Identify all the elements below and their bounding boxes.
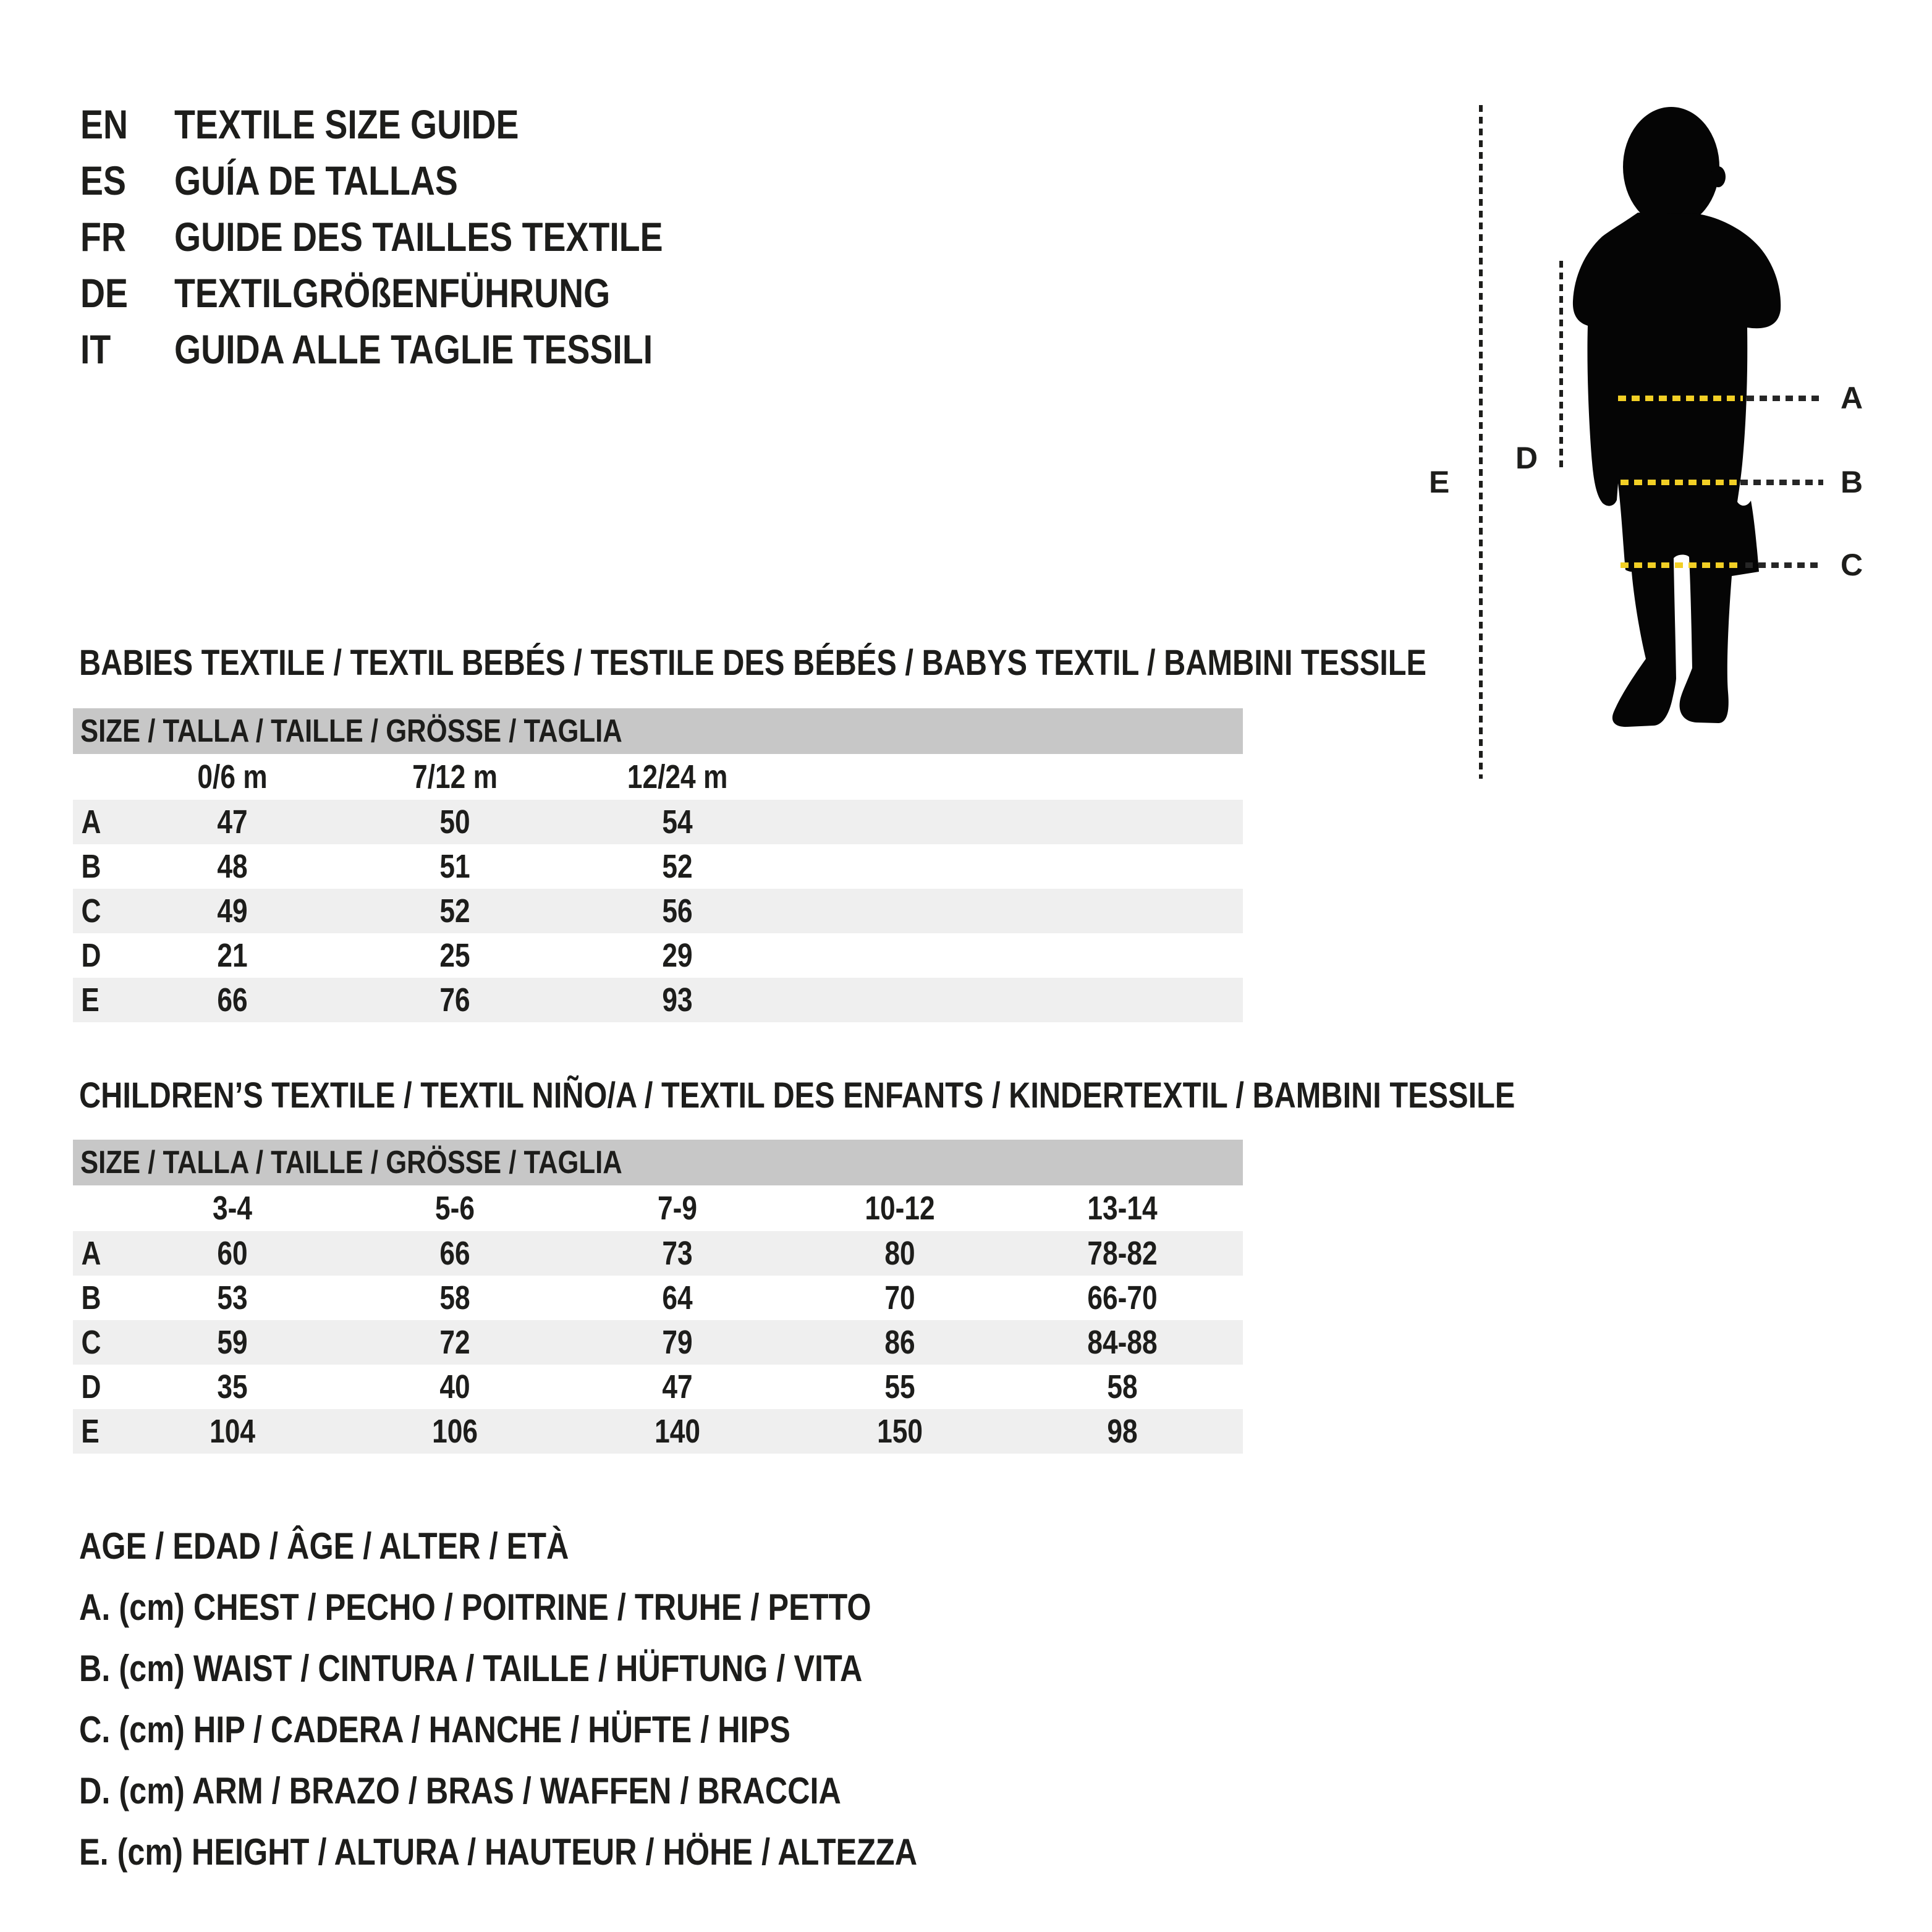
row-label — [73, 847, 121, 886]
table-cell-text: 98 — [1107, 1413, 1138, 1450]
babies-section-title — [79, 645, 1683, 681]
legend-row — [79, 1515, 1077, 1577]
table-cell — [121, 1234, 344, 1273]
table-cell — [789, 1368, 1011, 1406]
table-cell-text: 66 — [217, 981, 248, 1019]
table-cell-text: 49 — [217, 892, 248, 930]
language-title-text: GUÍA DE TALLAS — [174, 157, 458, 203]
table-cell-text: 35 — [217, 1368, 248, 1405]
column-header-text: 13-14 — [1087, 1190, 1158, 1227]
babies-section-title-text: BABIES TEXTILE / TEXTIL BEBÉS / TESTILE DES BÉBÉS / BABYS TEXTIL / BAMBINI TESSILE — [79, 643, 1427, 683]
language-code — [80, 101, 174, 148]
row-label-text: D — [81, 937, 101, 974]
column-header-text: 7/12 m — [412, 758, 498, 795]
column-header-text: 10-12 — [865, 1190, 935, 1227]
column-header-text: 3-4 — [212, 1190, 252, 1227]
table-cell-text: 70 — [884, 1279, 915, 1316]
language-row — [80, 321, 756, 377]
row-label-text: C — [81, 1324, 101, 1361]
children-column-header-row — [73, 1185, 1243, 1231]
table-cell — [344, 936, 566, 975]
table-cell-text: 64 — [662, 1279, 693, 1316]
waist-measure-leader-B — [1740, 480, 1823, 485]
legend-row — [79, 1699, 1077, 1760]
table-cell — [121, 892, 344, 930]
table-cell — [566, 1279, 789, 1317]
legend-row-text: C. (cm) HIP / CADERA / HANCHE / HÜFTE / HIPS — [79, 1709, 790, 1750]
table-cell-text: 60 — [217, 1235, 248, 1272]
table-cell — [121, 803, 344, 841]
table-cell-text: 50 — [439, 803, 470, 841]
table-cell — [566, 892, 789, 930]
table-cell — [566, 1323, 789, 1362]
language-title — [174, 101, 585, 148]
children-section-title-text: CHILDREN’S TEXTILE / TEXTIL NIÑO/A / TEXTIL DES ENFANTS / KINDERTEXTIL / BAMBINI TESSILE — [79, 1075, 1515, 1116]
table-cell-text: 79 — [662, 1324, 693, 1361]
table-cell-text: 72 — [439, 1324, 470, 1361]
language-title — [174, 269, 693, 316]
language-header — [80, 96, 756, 377]
table-cell-text: 47 — [662, 1368, 693, 1405]
table-cell — [344, 803, 566, 841]
arm-measure-line-D — [1559, 261, 1563, 472]
table-cell-text: 58 — [439, 1279, 470, 1316]
legend-row — [79, 1821, 1077, 1883]
language-title-text: TEXTILE SIZE GUIDE — [174, 101, 519, 147]
row-label — [73, 936, 121, 975]
measure-label-D: D — [1515, 441, 1538, 475]
table-cell-text: 56 — [662, 892, 693, 930]
table-cell — [344, 1234, 566, 1273]
language-code-text: FR — [80, 213, 126, 260]
table-cell-text: 47 — [217, 803, 248, 841]
table-row — [73, 1320, 1243, 1365]
children-size-table — [73, 1140, 1243, 1454]
table-cell — [566, 803, 789, 841]
language-row — [80, 152, 756, 208]
babies-size-table — [73, 708, 1243, 1022]
column-header-text: 0/6 m — [197, 758, 268, 795]
table-cell-text: 86 — [884, 1324, 915, 1361]
column-header — [566, 758, 789, 796]
table-cell-text: 66 — [439, 1235, 470, 1272]
row-label — [73, 892, 121, 930]
table-cell — [1011, 1234, 1234, 1273]
row-label — [73, 1279, 121, 1317]
language-code-text: ES — [80, 157, 126, 203]
chest-measure-line-A — [1618, 396, 1743, 401]
table-row — [73, 800, 1243, 844]
table-cell — [344, 892, 566, 930]
row-label — [73, 1323, 121, 1362]
language-code — [80, 269, 174, 316]
table-cell-text: 66-70 — [1087, 1279, 1158, 1316]
table-cell — [566, 981, 789, 1019]
legend-row-text: D. (cm) ARM / BRAZO / BRAS / WAFFEN / BRACCIA — [79, 1770, 841, 1811]
language-code — [80, 213, 174, 260]
table-cell — [789, 1279, 1011, 1317]
table-cell-text: 53 — [217, 1279, 248, 1316]
table-row — [73, 844, 1243, 889]
language-title-text: GUIDE DES TAILLES TEXTILE — [174, 213, 663, 260]
children-section-title — [79, 1075, 1789, 1116]
column-header — [344, 1189, 566, 1227]
table-cell-text: 59 — [217, 1324, 248, 1361]
table-cell — [121, 1323, 344, 1362]
table-row — [73, 1409, 1243, 1454]
table-cell — [789, 1412, 1011, 1451]
column-header — [1011, 1189, 1234, 1227]
language-code — [80, 157, 174, 204]
legend-row — [79, 1577, 1077, 1638]
row-label — [73, 1234, 121, 1273]
table-cell-text: 55 — [884, 1368, 915, 1405]
table-cell — [566, 1234, 789, 1273]
row-label — [73, 803, 121, 841]
row-label-text: C — [81, 892, 101, 930]
column-header — [566, 1189, 789, 1227]
table-cell — [344, 1323, 566, 1362]
table-cell — [121, 847, 344, 886]
child-silhouette-icon — [1564, 104, 1792, 790]
legend-row-text: E. (cm) HEIGHT / ALTURA / HAUTEUR / HÖHE / ALTEZZA — [79, 1831, 918, 1873]
row-label-text: A — [81, 1235, 101, 1272]
row-label-text: B — [81, 1279, 101, 1316]
table-cell-text: 52 — [439, 892, 470, 930]
language-title-text: TEXTILGRÖßENFÜHRUNG — [174, 269, 611, 316]
measure-label-C: C — [1841, 548, 1863, 582]
table-cell-text: 40 — [439, 1368, 470, 1405]
column-header — [789, 1189, 1011, 1227]
table-cell — [344, 847, 566, 886]
table-cell — [1011, 1279, 1234, 1317]
table-row — [73, 933, 1243, 978]
legend-row — [79, 1760, 1077, 1821]
table-cell-text: 48 — [217, 848, 248, 885]
chest-measure-leader-A — [1747, 396, 1823, 401]
language-title — [174, 157, 512, 204]
table-cell-text: 58 — [1107, 1368, 1138, 1405]
table-cell — [121, 1412, 344, 1451]
table-row — [73, 1365, 1243, 1409]
row-label — [73, 981, 121, 1019]
language-code-text: IT — [80, 326, 111, 372]
table-cell — [121, 981, 344, 1019]
table-cell-text: 104 — [210, 1413, 255, 1450]
table-cell — [121, 1368, 344, 1406]
babies-size-header-bar — [73, 708, 1243, 754]
table-cell — [566, 1412, 789, 1451]
table-cell — [789, 1234, 1011, 1273]
table-cell-text: 93 — [662, 981, 693, 1019]
table-cell — [566, 847, 789, 886]
row-label-text: E — [81, 1413, 100, 1450]
column-header-text: 7-9 — [657, 1190, 697, 1227]
language-row — [80, 96, 756, 152]
measure-label-E: E — [1429, 465, 1450, 499]
table-cell — [1011, 1412, 1234, 1451]
measure-label-B: B — [1841, 465, 1863, 499]
table-row — [73, 889, 1243, 933]
babies-size-header-text: SIZE / TALLA / TAILLE / GRÖSSE / TAGLIA — [80, 713, 622, 749]
legend-row-text: AGE / EDAD / ÂGE / ALTER / ETÀ — [79, 1525, 569, 1567]
language-title — [174, 326, 744, 373]
babies-column-header-row — [73, 754, 1243, 800]
children-size-header-text: SIZE / TALLA / TAILLE / GRÖSSE / TAGLIA — [80, 1145, 622, 1180]
language-title — [174, 213, 756, 260]
table-cell-text: 140 — [655, 1413, 700, 1450]
table-cell — [1011, 1368, 1234, 1406]
row-label-text: E — [81, 981, 100, 1019]
table-cell-text: 78-82 — [1087, 1235, 1158, 1272]
children-rows — [73, 1231, 1243, 1454]
table-cell — [344, 1412, 566, 1451]
table-cell — [1011, 1323, 1234, 1362]
table-cell — [121, 936, 344, 975]
table-cell-text: 54 — [662, 803, 693, 841]
language-code-text: EN — [80, 101, 129, 147]
language-row — [80, 265, 756, 321]
table-cell-text: 84-88 — [1087, 1324, 1158, 1361]
row-label — [73, 1368, 121, 1406]
column-header-text: 12/24 m — [627, 758, 728, 795]
table-cell — [566, 1368, 789, 1406]
table-row — [73, 1276, 1243, 1320]
measure-label-A: A — [1841, 381, 1863, 415]
table-cell-text: 25 — [439, 937, 470, 974]
table-cell-text: 51 — [439, 848, 470, 885]
language-row — [80, 208, 756, 265]
column-header — [344, 758, 566, 796]
measurement-legend — [79, 1515, 1077, 1883]
legend-row — [79, 1638, 1077, 1699]
row-label-text: A — [81, 803, 101, 841]
table-cell-text: 76 — [439, 981, 470, 1019]
table-cell-text: 106 — [432, 1413, 478, 1450]
table-cell-text: 80 — [884, 1235, 915, 1272]
legend-row-text: A. (cm) CHEST / PECHO / POITRINE / TRUHE / PETTO — [79, 1587, 871, 1628]
column-header — [121, 1189, 344, 1227]
table-cell — [566, 936, 789, 975]
table-cell — [344, 981, 566, 1019]
table-cell-text: 21 — [217, 937, 248, 974]
row-label-text: B — [81, 848, 101, 885]
row-label — [73, 1412, 121, 1451]
hip-measure-line-C — [1621, 562, 1742, 568]
language-title-text: GUIDA ALLE TAGLIE TESSILI — [174, 326, 653, 372]
table-cell-text: 29 — [662, 937, 693, 974]
table-cell-text: 150 — [877, 1413, 923, 1450]
table-row — [73, 978, 1243, 1022]
hip-measure-leader-C — [1745, 562, 1823, 568]
table-cell — [121, 1279, 344, 1317]
babies-rows — [73, 800, 1243, 1022]
table-cell-text: 73 — [662, 1235, 693, 1272]
table-cell-text: 52 — [662, 848, 693, 885]
legend-row-text: B. (cm) WAIST / CINTURA / TAILLE / HÜFTUNG / VITA — [79, 1648, 863, 1689]
table-cell — [344, 1368, 566, 1406]
table-cell — [344, 1279, 566, 1317]
row-label-text: D — [81, 1368, 101, 1405]
column-header — [121, 758, 344, 796]
table-cell — [789, 1323, 1011, 1362]
column-header-text: 5-6 — [434, 1190, 475, 1227]
language-code — [80, 326, 174, 373]
waist-measure-line-B — [1621, 480, 1737, 485]
children-size-header-bar — [73, 1140, 1243, 1185]
table-row — [73, 1231, 1243, 1276]
measurement-diagram — [1415, 87, 1916, 810]
language-code-text: DE — [80, 269, 129, 316]
